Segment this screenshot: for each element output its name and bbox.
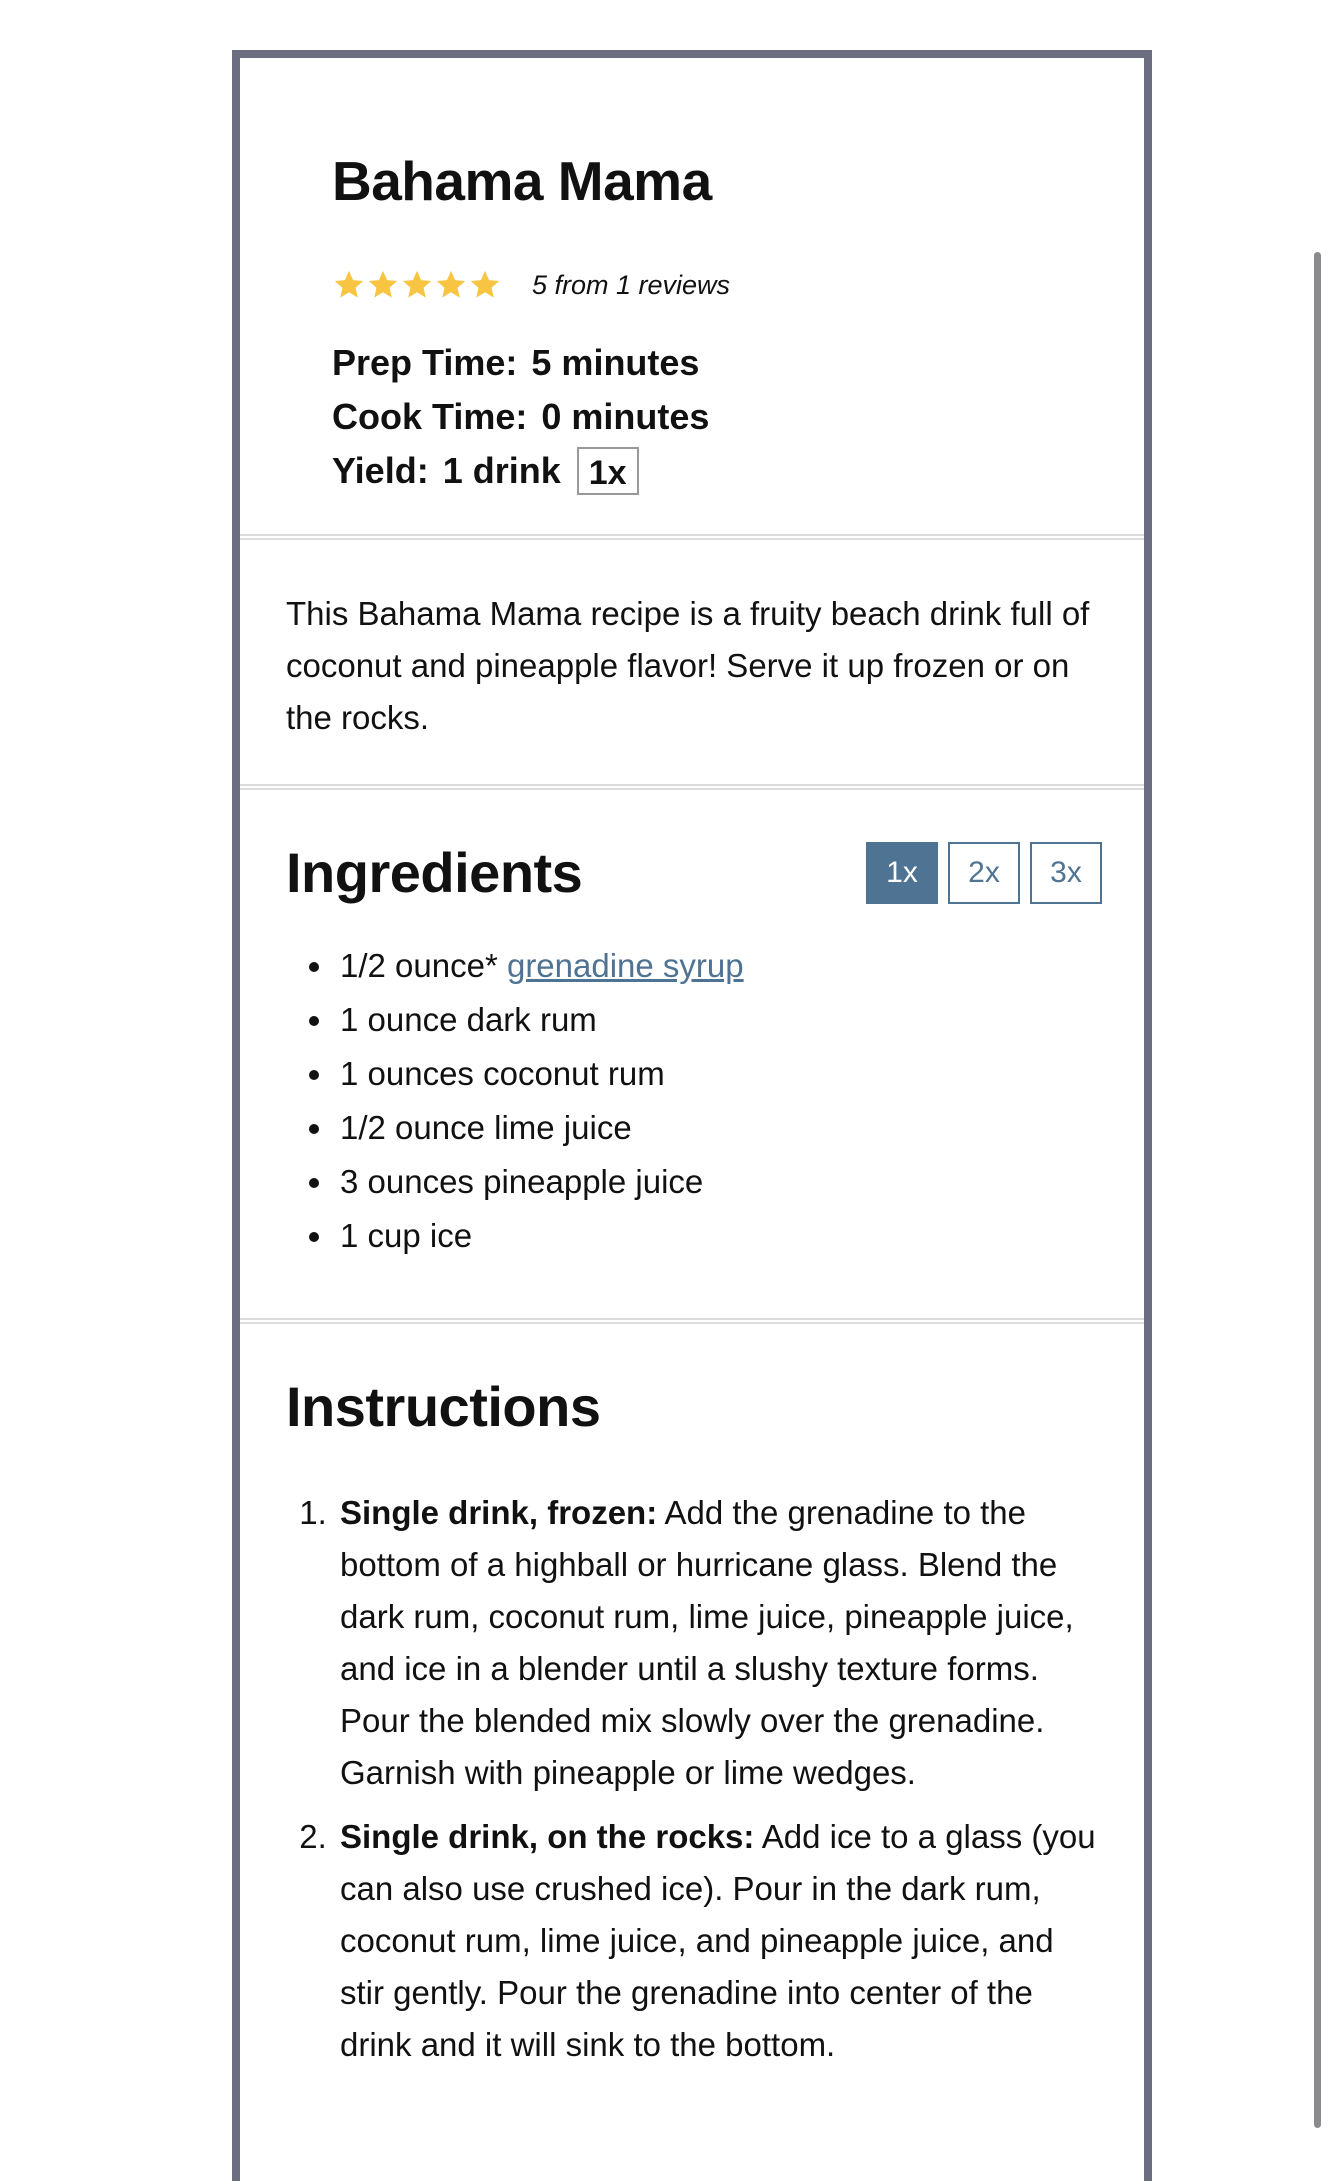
prep-time	[332, 336, 1144, 390]
instructions-section	[240, 1324, 1144, 2071]
ingredient-text: 1 ounce dark rum	[340, 1001, 597, 1038]
recipe-header	[240, 58, 1144, 534]
star-icon[interactable]	[400, 268, 434, 302]
grenadine-syrup-link[interactable]: grenadine syrup	[506, 947, 744, 984]
star-icon[interactable]	[366, 268, 400, 302]
ingredient-item	[336, 1155, 1098, 1209]
instruction-step	[336, 1811, 1098, 2071]
instruction-step	[336, 1487, 1098, 1799]
ingredients-section	[240, 790, 1144, 1318]
ingredient-item	[336, 939, 1098, 993]
ingredients-title: Ingredients	[286, 841, 583, 904]
instructions-list	[286, 1487, 1098, 2071]
recipe-summary: This Bahama Mama recipe is a fruity beach drink full of coconut and pineapple flavor! Serve it up frozen or on the rocks.	[286, 595, 1090, 736]
star-icon[interactable]	[468, 268, 502, 302]
scale-1x-button[interactable]: 1x	[866, 842, 938, 904]
recipe-title: Bahama Mama	[332, 150, 712, 212]
star-icon[interactable]	[434, 268, 468, 302]
rating-text: 5 from 1 reviews	[532, 269, 731, 300]
scale-2x-button[interactable]: 2x	[948, 842, 1020, 904]
rating[interactable]	[332, 264, 1144, 306]
ingredient-text: 1/2 ounce lime juice	[340, 1109, 632, 1146]
step-heading: Single drink, frozen:	[340, 1494, 658, 1531]
ingredients-header	[286, 840, 1098, 905]
scrollbar[interactable]	[1314, 252, 1321, 2128]
ingredient-text: 1/2 ounce*	[340, 947, 507, 984]
cook-time-label: Cook Time:	[332, 396, 528, 437]
ingredient-item	[336, 1101, 1098, 1155]
ingredient-text: 3 ounces pineapple juice	[340, 1163, 704, 1200]
ingredient-text: 1 ounces coconut rum	[340, 1055, 665, 1092]
yield-value: 1 drink	[442, 450, 561, 491]
prep-time-label: Prep Time:	[332, 342, 518, 383]
ingredient-text: 1 cup ice	[340, 1217, 473, 1254]
recipe-meta	[332, 336, 1144, 498]
ingredients-list	[286, 939, 1098, 1263]
yield-multiplier-badge[interactable]: 1x	[577, 447, 639, 495]
instructions-title: Instructions	[286, 1375, 601, 1438]
cook-time	[332, 390, 1144, 444]
cook-time-value: 0 minutes	[541, 396, 710, 437]
ingredient-item	[336, 1047, 1098, 1101]
scale-buttons	[866, 842, 1102, 904]
star-icon[interactable]	[332, 268, 366, 302]
ingredient-item	[336, 993, 1098, 1047]
step-text: Add the grenadine to the bottom of a highball or hurricane glass. Blend the dark rum, coconut rum, lime juice, pineapple juice, and ice in a blender until a slushy texture forms. Pour the blended mix slowly over the grenadine. Garnish with pineapple or lime wedges.	[340, 1494, 1074, 1791]
ingredient-item	[336, 1209, 1098, 1263]
recipe-card	[232, 50, 1152, 2181]
yield	[332, 444, 1144, 498]
step-heading: Single drink, on the rocks:	[340, 1818, 755, 1855]
scale-3x-button[interactable]: 3x	[1030, 842, 1102, 904]
prep-time-value: 5 minutes	[531, 342, 700, 383]
star-rating[interactable]	[332, 268, 502, 302]
step-text: Add ice to a glass (you can also use crushed ice). Pour in the dark rum, coconut rum, lime juice, and pineapple juice, and stir gently. Pour the grenadine into center of the drink and it will sink to the bottom.	[340, 1818, 1096, 2063]
yield-label: Yield:	[332, 450, 429, 491]
